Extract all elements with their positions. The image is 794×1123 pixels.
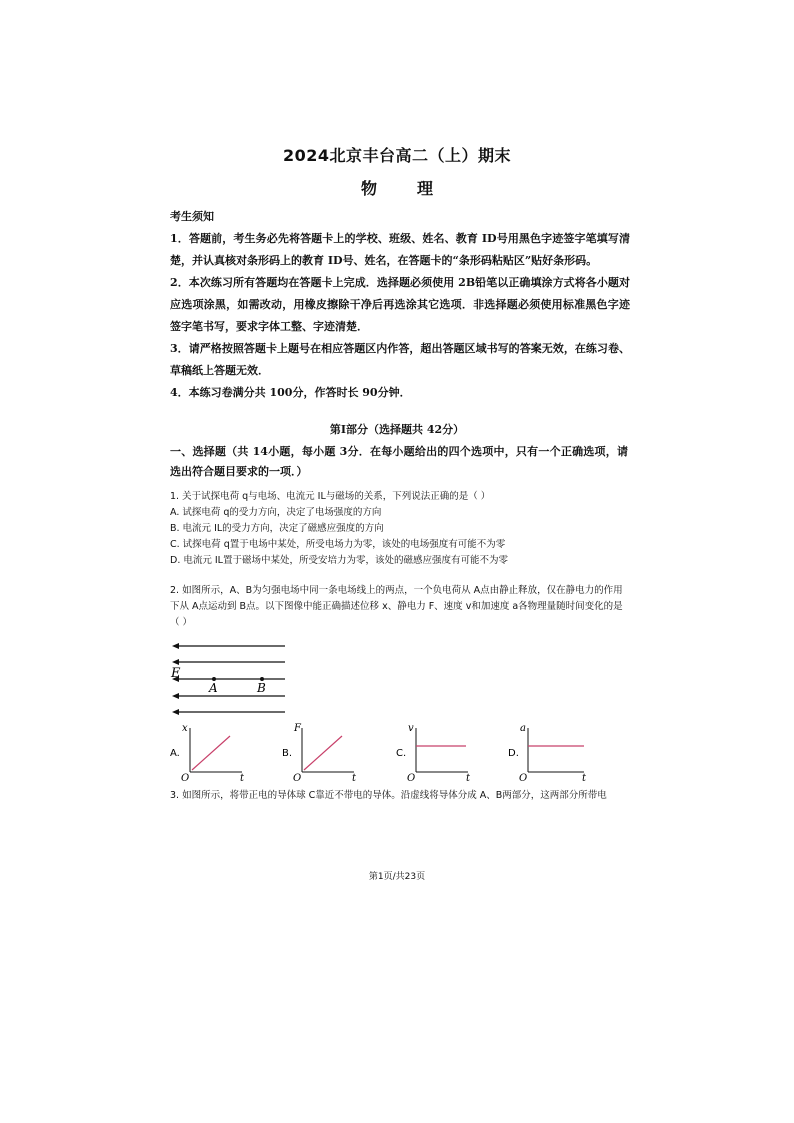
notice-list: [170, 228, 630, 404]
page-title: 2024北京丰台高二（上）期末: [282, 146, 512, 165]
question-2: [170, 583, 630, 631]
graph-option-label: D.: [508, 748, 519, 759]
graph-option-label: A.: [170, 748, 180, 759]
electric-field-figure: [170, 640, 300, 718]
answer-graphs: [170, 718, 600, 782]
notice-item: 1．答题前，考生务必先将答题卡上的学校、班级、姓名、教育 ID号用黑色字迹签字笔填写清楚，并认真核对条形码上的教育 ID号、姓名，在答题卡的“条形码粘贴区”贴好条形码。: [170, 232, 630, 267]
origin-label: O: [519, 773, 528, 782]
subject-title: 物理: [360, 179, 473, 198]
graph-option-label: C.: [396, 748, 407, 759]
question-option: A. 试探电荷 q的受力方向，决定了电场强度的方向: [170, 507, 382, 518]
x-axis-label: t: [352, 773, 357, 782]
y-axis-label: F: [294, 723, 301, 734]
y-axis-label: a: [520, 723, 526, 734]
question-stem: 3. 如图所示，将带正电的导体球 C靠近不带电的导体。沿虚线将导体分成 A、B两部分，这两部分所带电: [170, 790, 607, 801]
point-a-label: A: [209, 681, 218, 695]
graph-option-label: B.: [282, 748, 293, 759]
question-stem: 2. 如图所示，A、B为匀强电场中同一条电场线上的两点，一个负电荷从 A点由静止释放，仅在静电力的作用下从 A点运动到 B点。以下图像中能正确描述位移 x、静电力 F、速度 v和加速度 a各物理量随时间变化的是（ ）: [170, 585, 623, 628]
field-label: E: [171, 666, 181, 681]
y-axis-label: v: [408, 723, 414, 734]
origin-label: O: [407, 773, 416, 782]
origin-label: O: [293, 773, 302, 782]
graph-option-d: [508, 723, 587, 782]
part-title: 第I部分（选择题共 42分）: [329, 423, 465, 436]
point-b-label: B: [257, 681, 266, 695]
graph-curve: [192, 736, 230, 770]
x-axis-label: t: [240, 773, 245, 782]
graph-option-c: [396, 723, 471, 782]
page-number: 第1页/共23页: [368, 872, 426, 882]
notice-item: 4．本练习卷满分共 100分，作答时长 90分钟．: [170, 386, 411, 399]
graph-curve: [304, 736, 342, 770]
question-option: D. 电流元 IL置于磁场中某处，所受安培力为零，该处的磁感应强度有可能不为零: [170, 555, 508, 566]
question-stem: 1. 关于试探电荷 q与电场、电流元 IL与磁场的关系，下列说法正确的是（ ）: [170, 491, 491, 502]
x-axis-label: t: [582, 773, 587, 782]
question-option: B. 电流元 IL的受力方向，决定了磁感应强度的方向: [170, 523, 384, 534]
notice-heading: 考生须知: [170, 210, 214, 223]
x-axis-label: t: [466, 773, 471, 782]
origin-label: O: [181, 773, 190, 782]
question-1: [170, 489, 630, 569]
y-axis-label: x: [182, 723, 188, 734]
graph-option-a: [170, 723, 245, 782]
graph-option-b: [282, 723, 357, 782]
question-option: C. 试探电荷 q置于电场中某处，所受电场力为零，该处的电场强度有可能不为零: [170, 539, 506, 550]
notice-item: 3．请严格按照答题卡上题号在相应答题区内作答，超出答题区域书写的答案无效，在练习卷、草稿纸上答题无效．: [170, 342, 630, 377]
section-heading: 一、选择题（共 14小题，每小题 3分．在每小题给出的四个选项中，只有一个正确选项，请选出符合题目要求的一项．）: [170, 445, 628, 478]
notice-item: 2．本次练习所有答题均在答题卡上完成．选择题必须使用 2B铅笔以正确填涂方式将各小题对应选项涂黑，如需改动，用橡皮擦除干净后再选涂其它选项．非选择题必须使用标准黑色字迹签字笔书写，要求字体工整、字迹清楚．: [170, 276, 630, 333]
question-3: [170, 788, 630, 804]
